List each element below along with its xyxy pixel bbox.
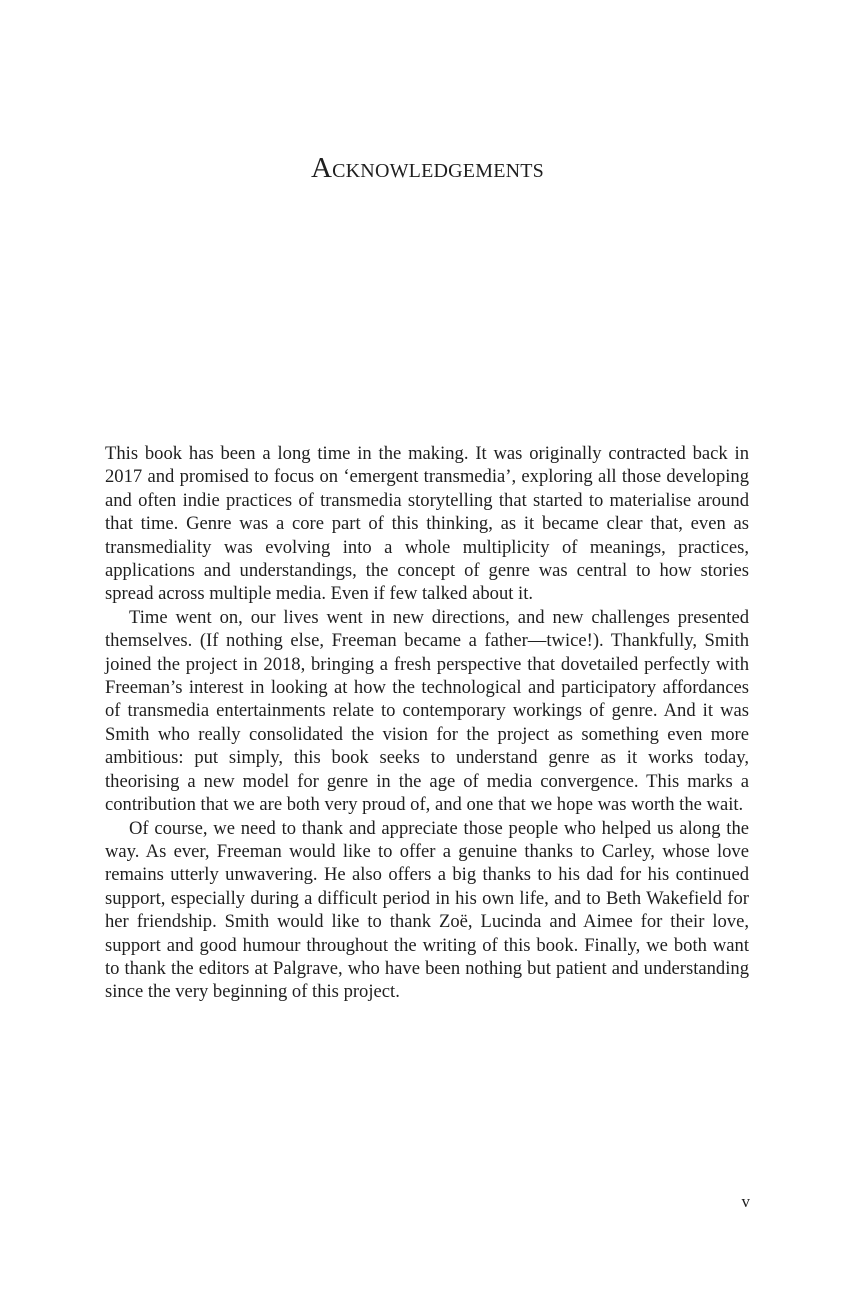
page-title: Acknowledgements [310, 152, 544, 184]
paragraph-1: This book has been a long time in the making. It was originally contracted back in 2017 and promised to focus on ‘emergent transmedia’, exploring all those developing and often indie practices of transmedia storytelling that started to materialise around that time. Genre was a core part of this thinking, as it became clear that, even as transmediality was evolving into a whole multiplicity of meanings, practices, applications and understandings, the concept of genre was central to how stories spread across multiple media. Even if few talked about it. [105, 443, 749, 605]
body-text [105, 442, 749, 1004]
paragraph-3: Of course, we need to thank and appreciate those people who helped us along the way. As ever, Freeman would like to offer a genuine thanks to Carley, whose love remains utterly unwavering. He also offers a big thanks to his dad for his continued support, especially during a difficult period in his own life, and to Beth Wakefield for her friendship. Smith would like to thank Zoë, Lucinda and Aimee for their love, support and good humour throughout the writing of this book. Finally, we both want to thank the editors at Palgrave, who have been nothing but patient and understanding since the very beginning of this project. [105, 817, 749, 1003]
paragraph-2: Time went on, our lives went in new directions, and new challenges presented themselves. (If nothing else, Freeman became a father—twice!). Thankfully, Smith joined the project in 2018, bringing a fresh perspective that dovetailed perfectly with Freeman’s interest in looking at how the technological and participatory affordances of transmedia entertainments relate to contemporary workings of genre. And it was Smith who really consolidated the vision for the project as something even more ambitious: put simply, this book seeks to understand genre as it works today, theorising a new model for genre in the age of media convergence. This marks a contribution that we are both very proud of, and one that we hope was worth the wait. [105, 606, 749, 816]
page-number: v [741, 1192, 750, 1211]
